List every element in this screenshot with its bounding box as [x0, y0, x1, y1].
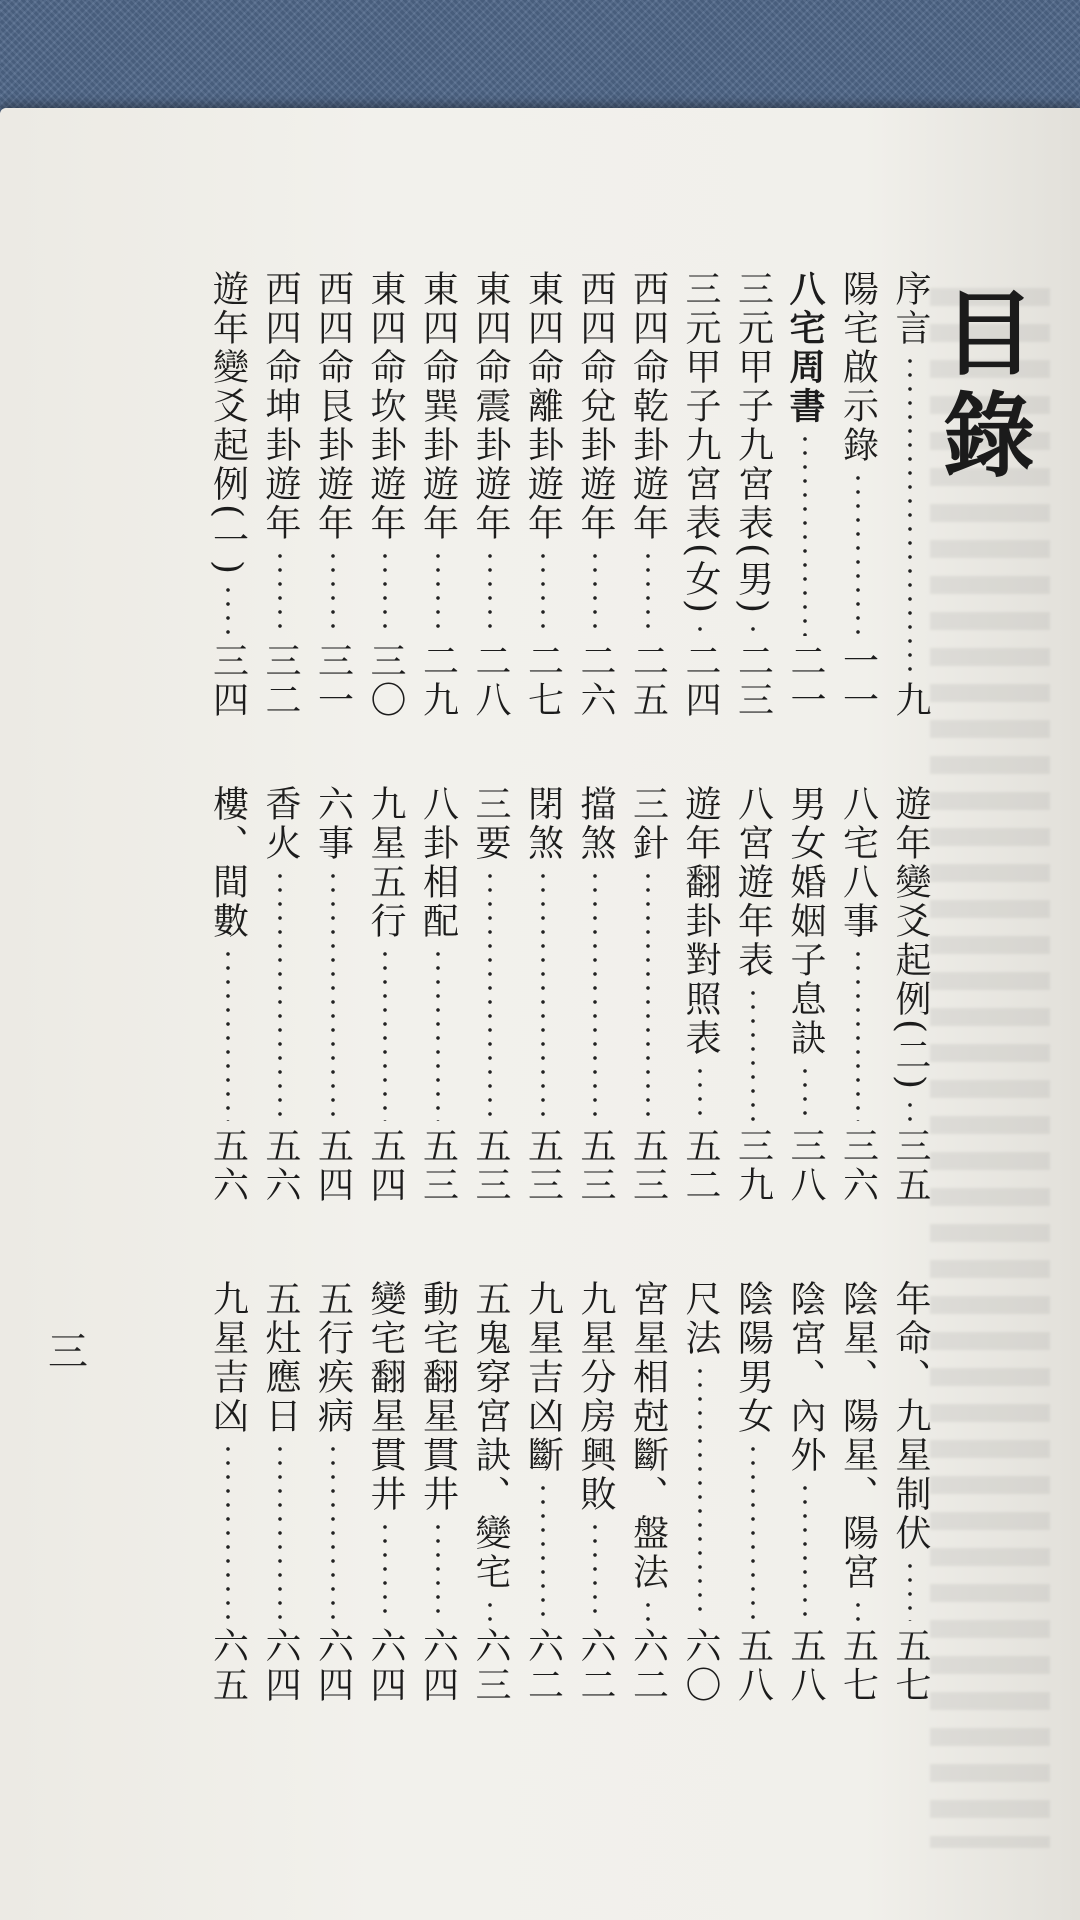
- toc-entry-page: 五四: [312, 1127, 354, 1205]
- toc-entry-page: 三一: [312, 642, 354, 720]
- toc-entry: [890, 785, 930, 1205]
- toc-entry: [523, 1280, 563, 1705]
- toc-entry: [680, 1280, 720, 1705]
- toc-entry: [575, 785, 615, 1205]
- toc-entry-title: 三針: [627, 785, 669, 863]
- toc-entry: [523, 270, 563, 720]
- toc-entry-title: 東四命離卦遊年: [522, 270, 564, 543]
- toc-entry: [890, 270, 930, 720]
- toc-entry-title: 動宅翻星貫井: [417, 1280, 459, 1514]
- toc-entry-page: 二三: [732, 642, 774, 720]
- toc-entry-page: 五八: [732, 1627, 774, 1705]
- toc-entry-page: 二五: [627, 642, 669, 720]
- toc-entry-page: 二九: [417, 642, 459, 720]
- toc-entry: [628, 785, 668, 1205]
- dot-leader: [908, 1098, 912, 1121]
- dot-leader: [278, 549, 282, 636]
- toc-entry: [313, 1280, 353, 1705]
- toc-entry: [785, 1280, 825, 1705]
- dot-leader: [803, 1481, 807, 1621]
- toc-entry: [260, 785, 300, 1205]
- toc-entry: [470, 1280, 510, 1705]
- toc-entry-page: 二一: [785, 642, 826, 720]
- toc-entry-page: 二四: [680, 642, 721, 720]
- dot-leader: [278, 1442, 282, 1621]
- toc-entry-title: 閉煞: [522, 785, 564, 863]
- dot-leader: [593, 549, 597, 636]
- page-number: 三: [48, 1329, 88, 1375]
- dot-leader: [226, 583, 230, 636]
- toc-entry-title: 三元甲子九宮表(男): [732, 270, 774, 617]
- toc-entry-page: 三九: [732, 1127, 774, 1205]
- show-through-text: [930, 288, 1050, 1848]
- toc-entry: [470, 785, 510, 1205]
- dot-leader: [908, 354, 912, 675]
- toc-entry-page: 五三: [575, 1127, 616, 1205]
- toc-entry-page: 五三: [417, 1127, 459, 1205]
- toc-entry: [733, 270, 773, 720]
- toc-entry: [680, 270, 720, 720]
- toc-entry-title: 九星分房興敗: [575, 1280, 616, 1514]
- dot-leader: [226, 1442, 230, 1621]
- toc-entry-title: 西四命兌卦遊年: [575, 270, 616, 543]
- toc-entry-page: 五二: [680, 1127, 721, 1205]
- toc-entry: [575, 270, 615, 720]
- dot-leader: [751, 986, 755, 1121]
- toc-entry-page: 三五: [890, 1127, 931, 1205]
- dot-leader: [908, 1559, 912, 1621]
- toc-entry: [628, 270, 668, 720]
- toc-entry-title: 東四命震卦遊年: [470, 270, 511, 543]
- toc-entry-title: 男女婚姻子息訣: [785, 785, 826, 1058]
- toc-entry: [838, 785, 878, 1205]
- toc-entry-title: 東四命坎卦遊年: [365, 270, 406, 543]
- toc-entry-page: 六四: [365, 1627, 406, 1705]
- dot-leader: [541, 869, 545, 1121]
- toc-entry: [838, 270, 878, 720]
- toc-entry-title: 八宅八事: [837, 785, 879, 941]
- dot-leader: [698, 1064, 702, 1121]
- toc-entry-title: 三要: [470, 785, 511, 863]
- toc-entry-title: 陽宅啟示錄: [837, 270, 879, 465]
- toc-entry-title: 變宅翻星貫井: [365, 1280, 406, 1514]
- dot-leader: [646, 549, 650, 636]
- toc-entry-page: 五三: [522, 1127, 564, 1205]
- toc-entry: [470, 270, 510, 720]
- dot-leader: [226, 947, 230, 1121]
- toc-entry: [313, 270, 353, 720]
- toc-entry-title: 八卦相配: [417, 785, 459, 941]
- dot-leader: [383, 947, 387, 1121]
- toc-entry-page: 一一: [837, 642, 879, 720]
- toc-entry-title: 序言: [890, 270, 931, 348]
- toc-entry-title: 陰星、陽星、陽宮: [837, 1280, 879, 1592]
- dot-leader: [488, 1598, 492, 1621]
- dot-leader: [436, 1520, 440, 1621]
- toc-entry-title: 八宅周書: [784, 270, 826, 426]
- toc-entry-title: 西四命艮卦遊年: [312, 270, 354, 543]
- toc-entry-title: 陰陽男女: [732, 1280, 774, 1436]
- toc-entry-page: 五四: [365, 1127, 406, 1205]
- toc-entry-page: 五六: [207, 1127, 249, 1205]
- toc-entry-page: 五三: [627, 1127, 669, 1205]
- dot-leader: [803, 432, 807, 636]
- dot-leader: [593, 1520, 597, 1621]
- toc-entry-title: 九星吉凶: [207, 1280, 249, 1436]
- dot-leader: [383, 1520, 387, 1621]
- toc-entry-page: 六二: [575, 1627, 616, 1705]
- toc-entry: [418, 785, 458, 1205]
- dot-leader: [436, 947, 440, 1121]
- dot-leader: [331, 549, 335, 636]
- dot-leader: [436, 549, 440, 636]
- toc-entry-title: 六事: [312, 785, 354, 863]
- toc-entry-page: 五六: [260, 1127, 301, 1205]
- toc-entry-page: 三八: [785, 1127, 826, 1205]
- toc-entry: [890, 1280, 930, 1705]
- toc-entry-page: 六四: [417, 1627, 459, 1705]
- toc-entry-title: 東四命巽卦遊年: [417, 270, 459, 543]
- toc-entry-title: 擋煞: [575, 785, 616, 863]
- toc-entry-page: 三〇: [365, 642, 406, 720]
- dot-leader: [541, 549, 545, 636]
- toc-entry-title: 西四命乾卦遊年: [627, 270, 669, 543]
- toc-entry-page: 五八: [785, 1627, 826, 1705]
- toc-entry-page: 三二: [260, 642, 301, 720]
- toc-entry-page: 六二: [522, 1627, 564, 1705]
- toc-entry-page: 六三: [470, 1627, 511, 1705]
- toc-entry: [365, 785, 405, 1205]
- toc-entry-page: 六五: [207, 1627, 249, 1705]
- toc-entry-title: 樓、間數: [207, 785, 249, 941]
- dot-leader: [803, 1064, 807, 1121]
- dot-leader: [698, 1364, 702, 1621]
- dot-leader: [331, 1442, 335, 1621]
- dot-leader: [751, 622, 755, 636]
- toc-entry-title: 香火: [260, 785, 301, 863]
- toc-entry-page: 五三: [470, 1127, 511, 1205]
- toc-entry-page: 二八: [470, 642, 511, 720]
- toc-entry: [208, 1280, 248, 1705]
- toc-entry-page: 三六: [837, 1127, 879, 1205]
- toc-entry-page: 二六: [575, 642, 616, 720]
- toc-entry: [418, 270, 458, 720]
- toc-entry-title: 五行疾病: [312, 1280, 354, 1436]
- toc-entry-title: 八宮遊年表: [732, 785, 774, 980]
- toc-entry-title: 三元甲子九宮表(女): [680, 270, 721, 617]
- dot-leader: [751, 1442, 755, 1621]
- dot-leader: [541, 1481, 545, 1621]
- toc-entry-title: 五鬼穿宮訣、變宅: [470, 1280, 511, 1592]
- toc-entry-title: 西四命坤卦遊年: [260, 270, 301, 543]
- toc-entry: [418, 1280, 458, 1705]
- toc-entry: [785, 270, 825, 720]
- dot-leader: [488, 549, 492, 636]
- toc-entry-page: 五七: [837, 1627, 879, 1705]
- toc-entry: [575, 1280, 615, 1705]
- toc-entry: [260, 1280, 300, 1705]
- toc-entry-page: 六〇: [680, 1627, 721, 1705]
- dot-leader: [331, 869, 335, 1121]
- dot-leader: [646, 1598, 650, 1621]
- toc-entry: [208, 785, 248, 1205]
- dot-leader: [856, 1598, 860, 1621]
- toc-entry: [680, 785, 720, 1205]
- toc-entry-title: 尺法: [680, 1280, 721, 1358]
- page-title: 目錄: [928, 285, 1036, 489]
- dot-leader: [278, 869, 282, 1121]
- dot-leader: [488, 869, 492, 1121]
- toc-entry-page: 二七: [522, 642, 564, 720]
- toc-entry-title: 陰宮、內外: [785, 1280, 826, 1475]
- toc-entry-page: 六四: [260, 1627, 301, 1705]
- toc-entry-title: 遊年翻卦對照表: [680, 785, 721, 1058]
- dot-leader: [646, 869, 650, 1121]
- toc-entry: [208, 270, 248, 720]
- toc-entry: [838, 1280, 878, 1705]
- toc-entry: [628, 1280, 668, 1705]
- dot-leader: [593, 869, 597, 1121]
- toc-entry: [733, 785, 773, 1205]
- toc-entry-title: 九星五行: [365, 785, 406, 941]
- toc-entry: [733, 1280, 773, 1705]
- toc-entry: [365, 1280, 405, 1705]
- dot-leader: [698, 622, 702, 636]
- toc-entry: [523, 785, 563, 1205]
- dot-leader: [856, 471, 860, 636]
- toc-entry: [313, 785, 353, 1205]
- dot-leader: [383, 549, 387, 636]
- toc-entry-title: 五灶應日: [260, 1280, 301, 1436]
- toc-entry-page: 五七: [890, 1627, 931, 1705]
- toc-entry-page: 三四: [207, 642, 249, 720]
- toc-entry-page: 六四: [312, 1627, 354, 1705]
- toc-entry-title: 九星吉凶斷: [522, 1280, 564, 1475]
- toc-entry-title: 遊年變爻起例(二): [890, 785, 931, 1093]
- toc-entry: [365, 270, 405, 720]
- toc-entry: [785, 785, 825, 1205]
- toc-entry-title: 宮星相尅斷、盤法: [627, 1280, 669, 1592]
- toc-entry: [260, 270, 300, 720]
- dot-leader: [856, 947, 860, 1121]
- toc-entry-page: 九: [890, 681, 931, 720]
- toc-entry-title: 年命、九星制伏: [890, 1280, 931, 1553]
- toc-entry-title: 遊年變爻起例(一): [207, 270, 249, 578]
- toc-entry-page: 六二: [627, 1627, 669, 1705]
